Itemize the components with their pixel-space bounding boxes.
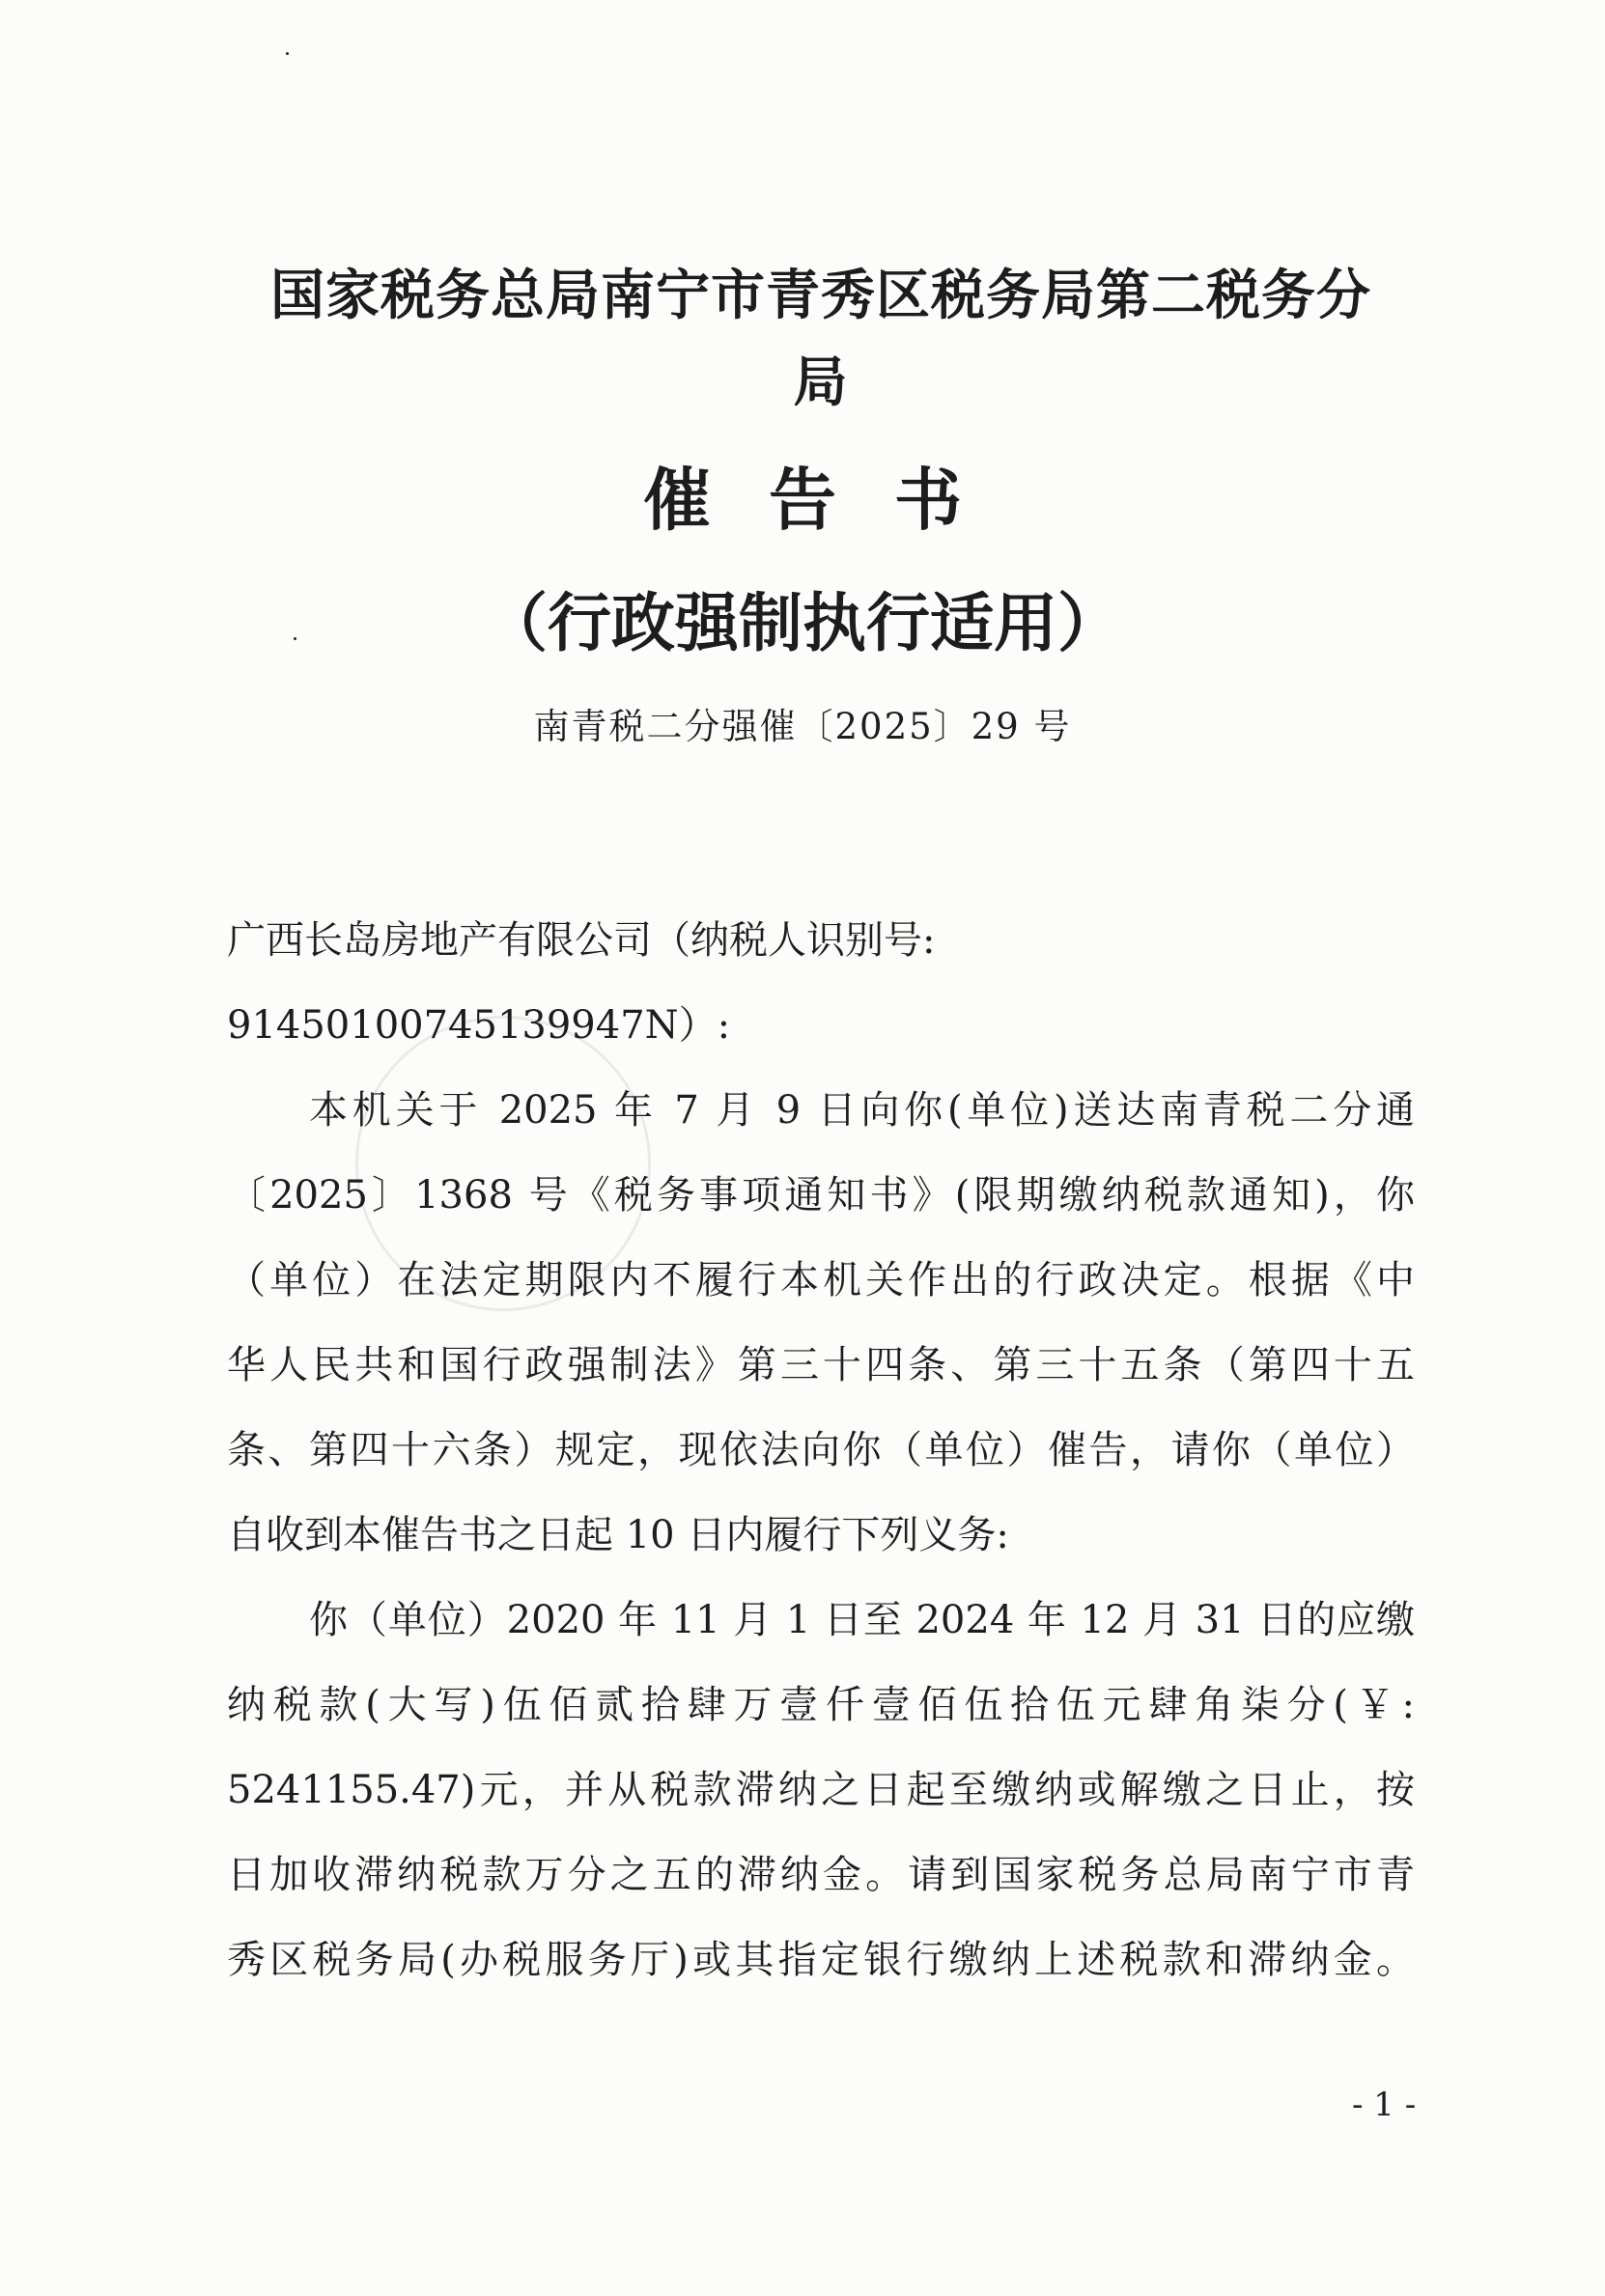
issuing-authority-title	[212, 253, 1429, 427]
paragraph-1-line: 〔2025〕1368 号《税务事项通知书》(限期缴纳税款通知)，你	[227, 1173, 1415, 1218]
document-number: 南青税二分强催〔2025〕29 号	[533, 706, 1072, 747]
paragraph-1-line: 条、第四十六条）规定，现依法向你（单位）催告，请你（单位）	[227, 1428, 1415, 1472]
addressee-line-2: 91450100745139947N）:	[227, 1003, 731, 1048]
paragraph-2-line: 日加收滞纳税款万分之五的滞纳金。请到国家税务总局南宁市青	[227, 1853, 1415, 1897]
issuing-authority-line-1: 国家税务总局南宁市青秀区税务局第二税务分	[270, 265, 1371, 327]
paragraph-1-line: 本机关于 2025 年 7 月 9 日向你(单位)送达南青税二分通	[309, 1088, 1415, 1133]
paragraph-1-line: （单位）在法定期限内不履行本机关作出的行政决定。根据《中	[227, 1258, 1415, 1302]
paragraph-1-line: 华人民共和国行政强制法》第三十四条、第三十五条（第四十五	[227, 1343, 1415, 1387]
paragraph-2-line: 你（单位）2020 年 11 月 1 日至 2024 年 12 月 31 日的应缴	[309, 1598, 1415, 1642]
paragraph-2-line: 秀区税务局(办税服务厅)或其指定银行缴纳上述税款和滞纳金。	[227, 1938, 1415, 1982]
paragraph-1-line: 自收到本催告书之日起 10 日内履行下列义务:	[227, 1513, 1009, 1557]
paragraph-2-line: 5241155.47)元，并从税款滞纳之日起至缴纳或解缴之日止，按	[227, 1768, 1415, 1812]
page-number: - 1 -	[1352, 2086, 1417, 2124]
document-subtitle: （行政强制执行适用）	[484, 586, 1121, 660]
scan-speck	[286, 52, 289, 55]
issuing-authority-line-2: 局	[793, 351, 849, 414]
paragraph-2-line: 纳税款(大写)伍佰贰拾肆万壹仟壹佰伍拾伍元肆角柒分(￥:	[227, 1683, 1415, 1727]
addressee-line-1: 广西长岛房地产有限公司（纳税人识别号:	[227, 918, 936, 963]
document-title: 催告书	[643, 461, 1020, 540]
